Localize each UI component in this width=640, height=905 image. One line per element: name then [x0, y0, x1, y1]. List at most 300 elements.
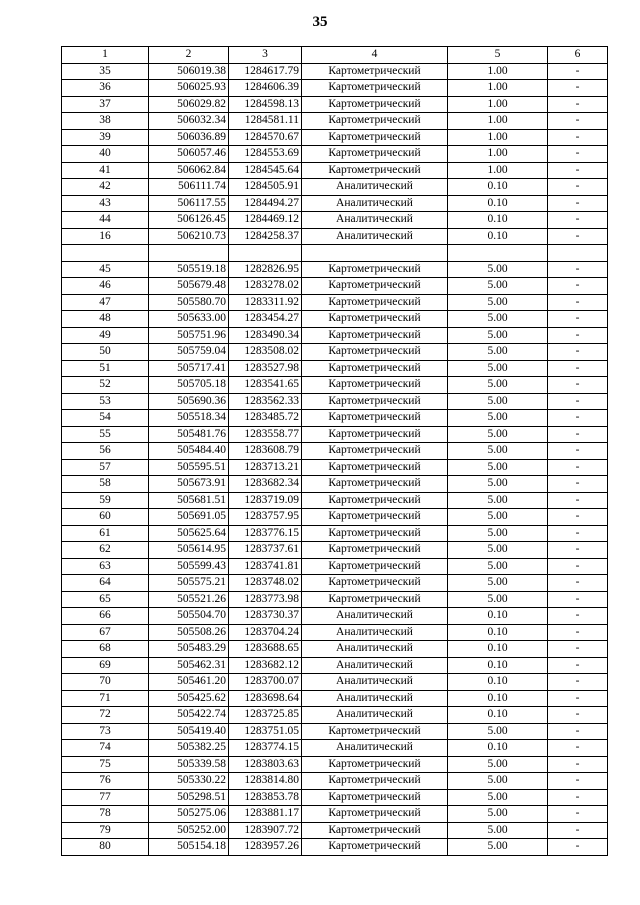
note-cell: -: [548, 707, 608, 724]
accuracy-cell: 5.00: [448, 822, 548, 839]
x-coordinate-cell: 506032.34: [149, 113, 229, 130]
note-cell: -: [548, 591, 608, 608]
point-number-cell: 62: [62, 542, 149, 559]
point-number-cell: 37: [62, 96, 149, 113]
accuracy-cell: 5.00: [448, 509, 548, 526]
note-cell: -: [548, 162, 608, 179]
table-header: [62, 47, 608, 64]
table-row: [62, 179, 608, 196]
accuracy-cell: 0.10: [448, 657, 548, 674]
x-coordinate-cell: 505519.18: [149, 261, 229, 278]
table-row: [62, 245, 608, 262]
table-row: [62, 624, 608, 641]
table-row: [62, 360, 608, 377]
point-number-cell: 72: [62, 707, 149, 724]
accuracy-cell: 1.00: [448, 113, 548, 130]
y-coordinate-cell: 1283776.15: [229, 525, 302, 542]
method-cell: Картометрический: [302, 476, 448, 493]
note-cell: -: [548, 129, 608, 146]
note-cell: -: [548, 690, 608, 707]
x-coordinate-cell: 506025.93: [149, 80, 229, 97]
accuracy-cell: 1.00: [448, 162, 548, 179]
table-row: [62, 195, 608, 212]
point-number-cell: 51: [62, 360, 149, 377]
method-cell: Картометрический: [302, 492, 448, 509]
x-coordinate-cell: 505575.21: [149, 575, 229, 592]
point-number-cell: 80: [62, 839, 149, 856]
accuracy-cell: 5.00: [448, 789, 548, 806]
method-cell: Аналитический: [302, 707, 448, 724]
x-coordinate-cell: 506057.46: [149, 146, 229, 163]
point-number-cell: 36: [62, 80, 149, 97]
table-row: [62, 789, 608, 806]
x-coordinate-cell: 506210.73: [149, 228, 229, 245]
accuracy-cell: 5.00: [448, 806, 548, 823]
table-row: [62, 80, 608, 97]
table-row: [62, 344, 608, 361]
table-row: [62, 542, 608, 559]
table-body: [62, 63, 608, 855]
y-coordinate-cell: 1283757.95: [229, 509, 302, 526]
y-coordinate-cell: 1283700.07: [229, 674, 302, 691]
y-coordinate-cell: 1283311.92: [229, 294, 302, 311]
point-number-cell: 44: [62, 212, 149, 229]
x-coordinate-cell: 505425.62: [149, 690, 229, 707]
y-coordinate-cell: 1283803.63: [229, 756, 302, 773]
accuracy-cell: 5.00: [448, 459, 548, 476]
accuracy-cell: 5.00: [448, 294, 548, 311]
point-number-cell: 69: [62, 657, 149, 674]
method-cell: Картометрический: [302, 723, 448, 740]
note-cell: -: [548, 80, 608, 97]
point-number-cell: 42: [62, 179, 149, 196]
accuracy-cell: 0.10: [448, 641, 548, 658]
point-number-cell: 67: [62, 624, 149, 641]
x-coordinate-cell: 505339.58: [149, 756, 229, 773]
note-cell: -: [548, 492, 608, 509]
x-coordinate-cell: 505599.43: [149, 558, 229, 575]
y-coordinate-cell: 1283562.33: [229, 393, 302, 410]
method-cell: Картометрический: [302, 575, 448, 592]
header-row: [62, 47, 608, 64]
table-row: [62, 146, 608, 163]
method-cell: Картометрический: [302, 129, 448, 146]
point-number-cell: 59: [62, 492, 149, 509]
note-cell: -: [548, 195, 608, 212]
method-cell: Картометрический: [302, 360, 448, 377]
point-number-cell: 39: [62, 129, 149, 146]
table-row: [62, 129, 608, 146]
note-cell: -: [548, 525, 608, 542]
table-row: [62, 96, 608, 113]
point-number-cell: 40: [62, 146, 149, 163]
x-coordinate-cell: 506029.82: [149, 96, 229, 113]
method-cell: Картометрический: [302, 459, 448, 476]
table-row: [62, 558, 608, 575]
note-cell: -: [548, 657, 608, 674]
y-coordinate-cell: 1283751.05: [229, 723, 302, 740]
point-number-cell: 45: [62, 261, 149, 278]
accuracy-cell: 1.00: [448, 146, 548, 163]
note-cell: -: [548, 443, 608, 460]
method-cell: Картометрический: [302, 294, 448, 311]
point-number-cell: 77: [62, 789, 149, 806]
accuracy-cell: 1.00: [448, 96, 548, 113]
method-cell: Аналитический: [302, 195, 448, 212]
table-row: [62, 839, 608, 856]
note-cell: -: [548, 393, 608, 410]
header-cell-5: 5: [448, 47, 548, 64]
method-cell: Картометрический: [302, 278, 448, 295]
point-number-cell: 55: [62, 426, 149, 443]
y-coordinate-cell: 1283608.79: [229, 443, 302, 460]
note-cell: -: [548, 773, 608, 790]
table-row: [62, 261, 608, 278]
method-cell: Аналитический: [302, 690, 448, 707]
x-coordinate-cell: 505681.51: [149, 492, 229, 509]
accuracy-cell: 5.00: [448, 426, 548, 443]
note-cell: -: [548, 179, 608, 196]
y-coordinate-cell: 1282826.95: [229, 261, 302, 278]
point-number-cell: 70: [62, 674, 149, 691]
note-cell: -: [548, 327, 608, 344]
point-number-cell: 57: [62, 459, 149, 476]
y-coordinate-cell: 1284581.11: [229, 113, 302, 130]
table-row: [62, 806, 608, 823]
point-number-cell: 74: [62, 740, 149, 757]
table-row: [62, 476, 608, 493]
point-number-cell: 46: [62, 278, 149, 295]
point-number-cell: 76: [62, 773, 149, 790]
y-coordinate-cell: 1283719.09: [229, 492, 302, 509]
x-coordinate-cell: 505481.76: [149, 426, 229, 443]
method-cell: Аналитический: [302, 740, 448, 757]
page-number: 35: [312, 14, 328, 30]
y-coordinate-cell: 1283527.98: [229, 360, 302, 377]
table-row: [62, 525, 608, 542]
method-cell: Картометрический: [302, 327, 448, 344]
note-cell: -: [548, 608, 608, 625]
y-coordinate-cell: 1283490.34: [229, 327, 302, 344]
y-coordinate-cell: 1283682.34: [229, 476, 302, 493]
note-cell: -: [548, 558, 608, 575]
x-coordinate-cell: 505484.40: [149, 443, 229, 460]
header-cell-4: 4: [302, 47, 448, 64]
accuracy-cell: 5.00: [448, 575, 548, 592]
point-number-cell: 66: [62, 608, 149, 625]
method-cell: Аналитический: [302, 608, 448, 625]
method-cell: Аналитический: [302, 179, 448, 196]
accuracy-cell: 5.00: [448, 591, 548, 608]
table-row: [62, 113, 608, 130]
point-number-cell: 60: [62, 509, 149, 526]
x-coordinate-cell: 505422.74: [149, 707, 229, 724]
table-row: [62, 575, 608, 592]
point-number-cell: 79: [62, 822, 149, 839]
y-coordinate-cell: 1283814.80: [229, 773, 302, 790]
note-cell: -: [548, 789, 608, 806]
note-cell: -: [548, 212, 608, 229]
x-coordinate-cell: 505461.20: [149, 674, 229, 691]
accuracy-cell: 5.00: [448, 393, 548, 410]
point-number-cell: 58: [62, 476, 149, 493]
note-cell: -: [548, 377, 608, 394]
note-cell: -: [548, 96, 608, 113]
y-coordinate-cell: 1284469.12: [229, 212, 302, 229]
note-cell: -: [548, 146, 608, 163]
accuracy-cell: 5.00: [448, 443, 548, 460]
point-number-cell: 65: [62, 591, 149, 608]
method-cell: Картометрический: [302, 591, 448, 608]
y-coordinate-cell: 1283737.61: [229, 542, 302, 559]
accuracy-cell: 5.00: [448, 476, 548, 493]
note-cell: -: [548, 756, 608, 773]
y-coordinate-cell: 1283485.72: [229, 410, 302, 427]
y-coordinate-cell: 1284494.27: [229, 195, 302, 212]
accuracy-cell: 0.10: [448, 690, 548, 707]
point-number-cell: 73: [62, 723, 149, 740]
x-coordinate-cell: 505679.48: [149, 278, 229, 295]
point-number-cell: 63: [62, 558, 149, 575]
note-cell: -: [548, 509, 608, 526]
accuracy-cell: 5.00: [448, 558, 548, 575]
point-number-cell: 61: [62, 525, 149, 542]
x-coordinate-cell: 505419.40: [149, 723, 229, 740]
method-cell: Картометрический: [302, 542, 448, 559]
y-coordinate-cell: 1283688.65: [229, 641, 302, 658]
note-cell: -: [548, 806, 608, 823]
x-coordinate-cell: 505633.00: [149, 311, 229, 328]
method-cell: Картометрический: [302, 756, 448, 773]
x-coordinate-cell: 505462.31: [149, 657, 229, 674]
coordinates-table: [61, 46, 608, 856]
x-coordinate-cell: 505595.51: [149, 459, 229, 476]
point-number-cell: 54: [62, 410, 149, 427]
table-row: [62, 327, 608, 344]
x-coordinate-cell: 505751.96: [149, 327, 229, 344]
x-coordinate-cell: 505154.18: [149, 839, 229, 856]
table-row: [62, 212, 608, 229]
table-row: [62, 492, 608, 509]
x-coordinate-cell: 505382.25: [149, 740, 229, 757]
point-number-cell: 41: [62, 162, 149, 179]
note-cell: -: [548, 542, 608, 559]
y-coordinate-cell: 1283698.64: [229, 690, 302, 707]
point-number-cell: 64: [62, 575, 149, 592]
y-coordinate-cell: 1283454.27: [229, 311, 302, 328]
note-cell: -: [548, 344, 608, 361]
method-cell: Картометрический: [302, 80, 448, 97]
note-cell: -: [548, 575, 608, 592]
table-row: [62, 509, 608, 526]
method-cell: Аналитический: [302, 624, 448, 641]
method-cell: Аналитический: [302, 641, 448, 658]
x-coordinate-cell: 505625.64: [149, 525, 229, 542]
table-row: [62, 723, 608, 740]
table-row: [62, 393, 608, 410]
x-coordinate-cell: 506036.89: [149, 129, 229, 146]
method-cell: Картометрический: [302, 558, 448, 575]
table-row: [62, 228, 608, 245]
note-cell: -: [548, 360, 608, 377]
table-row: [62, 410, 608, 427]
table-row: [62, 707, 608, 724]
table-row: [62, 459, 608, 476]
x-coordinate-cell: 505759.04: [149, 344, 229, 361]
x-coordinate-cell: 505483.29: [149, 641, 229, 658]
accuracy-cell: 5.00: [448, 542, 548, 559]
method-cell: Аналитический: [302, 228, 448, 245]
y-coordinate-cell: 1283853.78: [229, 789, 302, 806]
y-coordinate-cell: 1284505.91: [229, 179, 302, 196]
accuracy-cell: 5.00: [448, 261, 548, 278]
accuracy-cell: 5.00: [448, 410, 548, 427]
y-coordinate-cell: 1284545.64: [229, 162, 302, 179]
method-cell: Картометрический: [302, 311, 448, 328]
table-row: [62, 162, 608, 179]
y-coordinate-cell: 1283741.81: [229, 558, 302, 575]
y-coordinate-cell: 1283682.12: [229, 657, 302, 674]
method-cell: Картометрический: [302, 426, 448, 443]
note-cell: -: [548, 740, 608, 757]
note-cell: -: [548, 294, 608, 311]
method-cell: Картометрический: [302, 822, 448, 839]
point-number-cell: 47: [62, 294, 149, 311]
table-row: [62, 740, 608, 757]
note-cell: -: [548, 624, 608, 641]
x-coordinate-cell: 505690.36: [149, 393, 229, 410]
table-row: [62, 773, 608, 790]
header-cell-1: 1: [62, 47, 149, 64]
accuracy-cell: 5.00: [448, 377, 548, 394]
method-cell: Картометрический: [302, 839, 448, 856]
method-cell: Картометрический: [302, 525, 448, 542]
point-number-cell: 43: [62, 195, 149, 212]
accuracy-cell: 5.00: [448, 525, 548, 542]
x-coordinate-cell: 505691.05: [149, 509, 229, 526]
x-coordinate-cell: 505330.22: [149, 773, 229, 790]
method-cell: Картометрический: [302, 789, 448, 806]
x-coordinate-cell: 505705.18: [149, 377, 229, 394]
method-cell: Картометрический: [302, 113, 448, 130]
method-cell: Аналитический: [302, 657, 448, 674]
y-coordinate-cell: 1283957.26: [229, 839, 302, 856]
y-coordinate-cell: 1283748.02: [229, 575, 302, 592]
method-cell: Картометрический: [302, 806, 448, 823]
method-cell: Картометрический: [302, 344, 448, 361]
note-cell: -: [548, 63, 608, 80]
method-cell: Картометрический: [302, 146, 448, 163]
accuracy-cell: 5.00: [448, 756, 548, 773]
note-cell: [548, 245, 608, 262]
x-coordinate-cell: 506117.55: [149, 195, 229, 212]
accuracy-cell: 1.00: [448, 80, 548, 97]
accuracy-cell: 0.10: [448, 740, 548, 757]
note-cell: -: [548, 674, 608, 691]
table-row: [62, 377, 608, 394]
method-cell: Картометрический: [302, 162, 448, 179]
accuracy-cell: 0.10: [448, 195, 548, 212]
accuracy-cell: 5.00: [448, 344, 548, 361]
accuracy-cell: 0.10: [448, 707, 548, 724]
y-coordinate-cell: 1283541.65: [229, 377, 302, 394]
x-coordinate-cell: 505521.26: [149, 591, 229, 608]
table-row: [62, 311, 608, 328]
table-row: [62, 690, 608, 707]
table-row: [62, 426, 608, 443]
accuracy-cell: 5.00: [448, 723, 548, 740]
method-cell: Картометрический: [302, 96, 448, 113]
table-row: [62, 756, 608, 773]
y-coordinate-cell: 1284617.79: [229, 63, 302, 80]
method-cell: Картометрический: [302, 377, 448, 394]
x-coordinate-cell: 505275.06: [149, 806, 229, 823]
note-cell: -: [548, 113, 608, 130]
y-coordinate-cell: 1284258.37: [229, 228, 302, 245]
table-row: [62, 591, 608, 608]
accuracy-cell: 0.10: [448, 608, 548, 625]
note-cell: -: [548, 723, 608, 740]
x-coordinate-cell: 506019.38: [149, 63, 229, 80]
y-coordinate-cell: 1283773.98: [229, 591, 302, 608]
accuracy-cell: 5.00: [448, 773, 548, 790]
note-cell: -: [548, 459, 608, 476]
point-number-cell: 35: [62, 63, 149, 80]
accuracy-cell: 0.10: [448, 179, 548, 196]
method-cell: Картометрический: [302, 63, 448, 80]
note-cell: -: [548, 822, 608, 839]
note-cell: -: [548, 839, 608, 856]
note-cell: -: [548, 228, 608, 245]
point-number-cell: 56: [62, 443, 149, 460]
point-number-cell: 68: [62, 641, 149, 658]
table-row: [62, 641, 608, 658]
accuracy-cell: 0.10: [448, 624, 548, 641]
accuracy-cell: [448, 245, 548, 262]
x-coordinate-cell: 505580.70: [149, 294, 229, 311]
method-cell: Аналитический: [302, 674, 448, 691]
y-coordinate-cell: 1283558.77: [229, 426, 302, 443]
x-coordinate-cell: 505518.34: [149, 410, 229, 427]
note-cell: -: [548, 426, 608, 443]
point-number-cell: 53: [62, 393, 149, 410]
accuracy-cell: 1.00: [448, 129, 548, 146]
y-coordinate-cell: 1283704.24: [229, 624, 302, 641]
y-coordinate-cell: 1284606.39: [229, 80, 302, 97]
accuracy-cell: 0.10: [448, 212, 548, 229]
x-coordinate-cell: 505252.00: [149, 822, 229, 839]
header-cell-3: 3: [229, 47, 302, 64]
method-cell: Картометрический: [302, 773, 448, 790]
y-coordinate-cell: 1283774.15: [229, 740, 302, 757]
accuracy-cell: 5.00: [448, 839, 548, 856]
accuracy-cell: 1.00: [448, 63, 548, 80]
method-cell: Картометрический: [302, 261, 448, 278]
point-number-cell: 52: [62, 377, 149, 394]
method-cell: Аналитический: [302, 212, 448, 229]
note-cell: -: [548, 476, 608, 493]
y-coordinate-cell: 1283713.21: [229, 459, 302, 476]
y-coordinate-cell: 1283278.02: [229, 278, 302, 295]
accuracy-cell: 5.00: [448, 311, 548, 328]
accuracy-cell: 5.00: [448, 278, 548, 295]
point-number-cell: 75: [62, 756, 149, 773]
table-row: [62, 674, 608, 691]
method-cell: Картометрический: [302, 393, 448, 410]
note-cell: -: [548, 311, 608, 328]
note-cell: -: [548, 261, 608, 278]
table-row: [62, 443, 608, 460]
